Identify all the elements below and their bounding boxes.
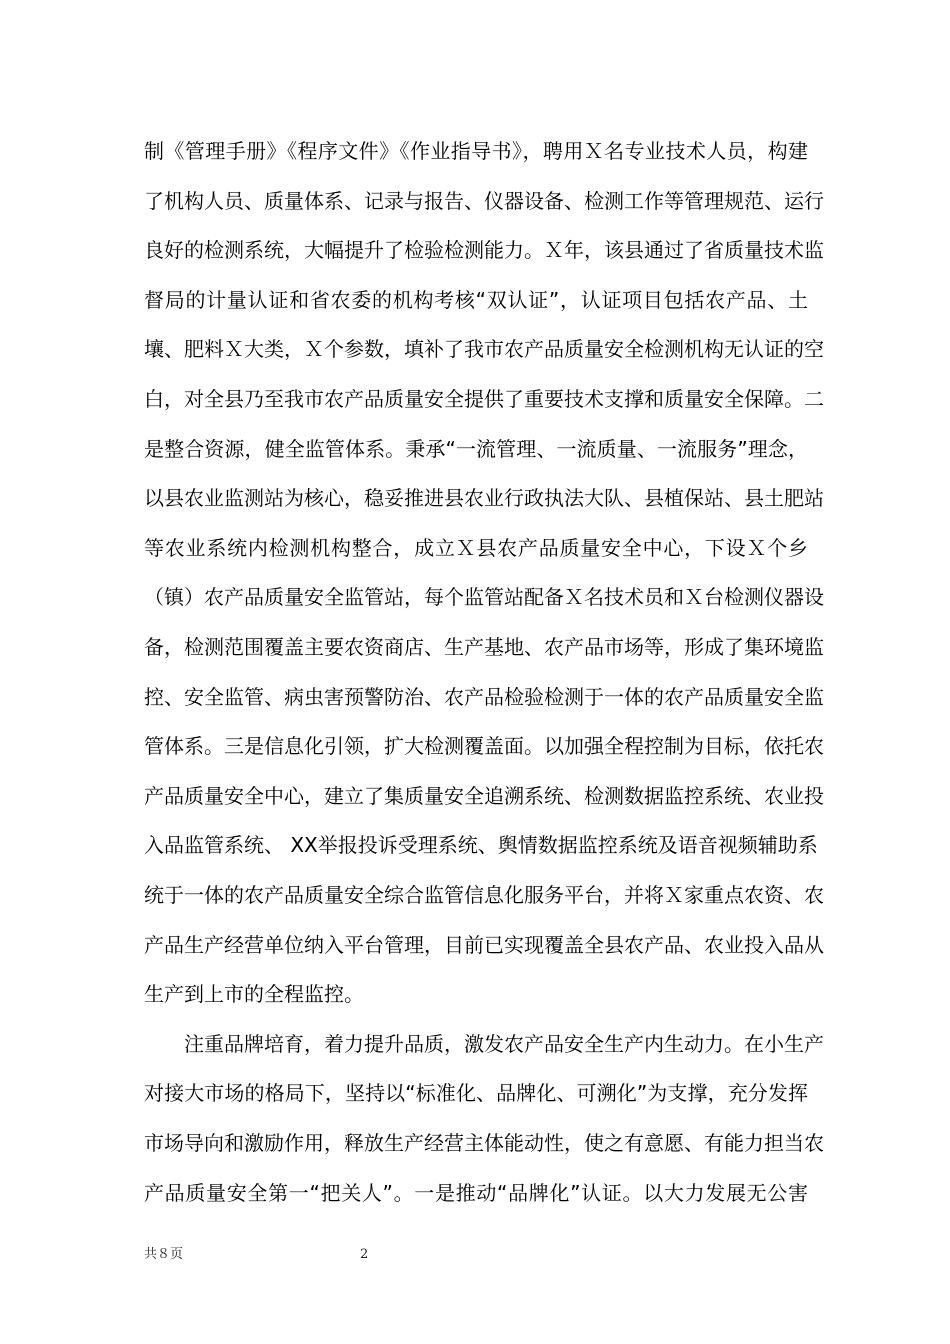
text-line: 壤、肥料Ｘ大类，Ｘ个参数，填补了我市农产品质量安全检测机构无认证的空 (144, 337, 824, 362)
text-line: 生产到上市的全程监控。 (144, 982, 364, 1007)
text-line: 督局的计量认证和省农委的机构考核“双认证”，认证项目包括农产品、土 (144, 287, 808, 312)
text-line: 入品监管系统、 XX举报投诉受理系统、舆情数据监控系统及语音视频辅助系 (144, 833, 818, 858)
text-line: 是整合资源，健全监管体系。秉承“一流管理、一流质量、一流服务”理念， (144, 436, 808, 461)
text-line: 控、安全监管、病虫害预警防治、农产品检验检测于一体的农产品质量安全监 (144, 684, 824, 709)
text-line: 产品生产经营单位纳入平台管理，目前已实现覆盖全县农产品、农业投入品从 (144, 932, 824, 957)
text-line: 白，对全县乃至我市农产品质量安全提供了重要技术支撑和质量安全保障。二 (144, 387, 824, 411)
text-line: 产品质量安全中心，建立了集质量安全追溯系统、检测数据监控系统、农业投 (144, 783, 824, 808)
text-line: 了机构人员、质量体系、记录与报告、仪器设备、检测工作等管理规范、运行 (144, 188, 824, 213)
text-line: 备，检测范围覆盖主要农资商店、生产基地、农产品市场等，形成了集环境监 (144, 635, 824, 659)
text-line: 等农业系统内检测机构整合，成立Ｘ县农产品质量安全中心，下设Ｘ个乡 (144, 535, 808, 560)
text-line: 产品质量安全第一“把关人”。一是推动“品牌化”认证。以大力发展无公害 (144, 1180, 808, 1205)
text-line: （镇）农产品质量安全监管站，每个监管站配备Ｘ名技术员和Ｘ台检测仪器设 (144, 585, 824, 610)
total-pages-label: 共８页 (144, 1247, 184, 1262)
text-line: 管体系。三是信息化引领，扩大检测覆盖面。以加强全程控制为目标，依托农 (144, 734, 824, 759)
text-line: 对接大市场的格局下，坚持以“标准化、品牌化、可溯化”为支撑，充分发挥 (144, 1081, 808, 1106)
text-line: 制《管理手册》《程序文件》《作业指导书》，聘用Ｘ名专业技术人员，构建 (144, 139, 808, 163)
page-number: 2 (360, 1247, 369, 1262)
text-line: 统于一体的农产品质量安全综合监管信息化服务平台，并将Ｘ家重点农资、农 (144, 883, 824, 907)
text-line: 注重品牌培育，着力提升品质，激发农产品安全生产内生动力。在小生产 (184, 1031, 824, 1056)
text-line: 市场导向和激励作用，释放生产经营主体能动性，使之有意愿、有能力担当农 (144, 1131, 824, 1155)
text-line: 以县农业监测站为核心，稳妥推进县农业行政执法大队、县植保站、县土肥站 (144, 486, 824, 511)
text-line: 良好的检测系统，大幅提升了检验检测能力。Ｘ年，该县通过了省质量技术监 (144, 238, 824, 263)
